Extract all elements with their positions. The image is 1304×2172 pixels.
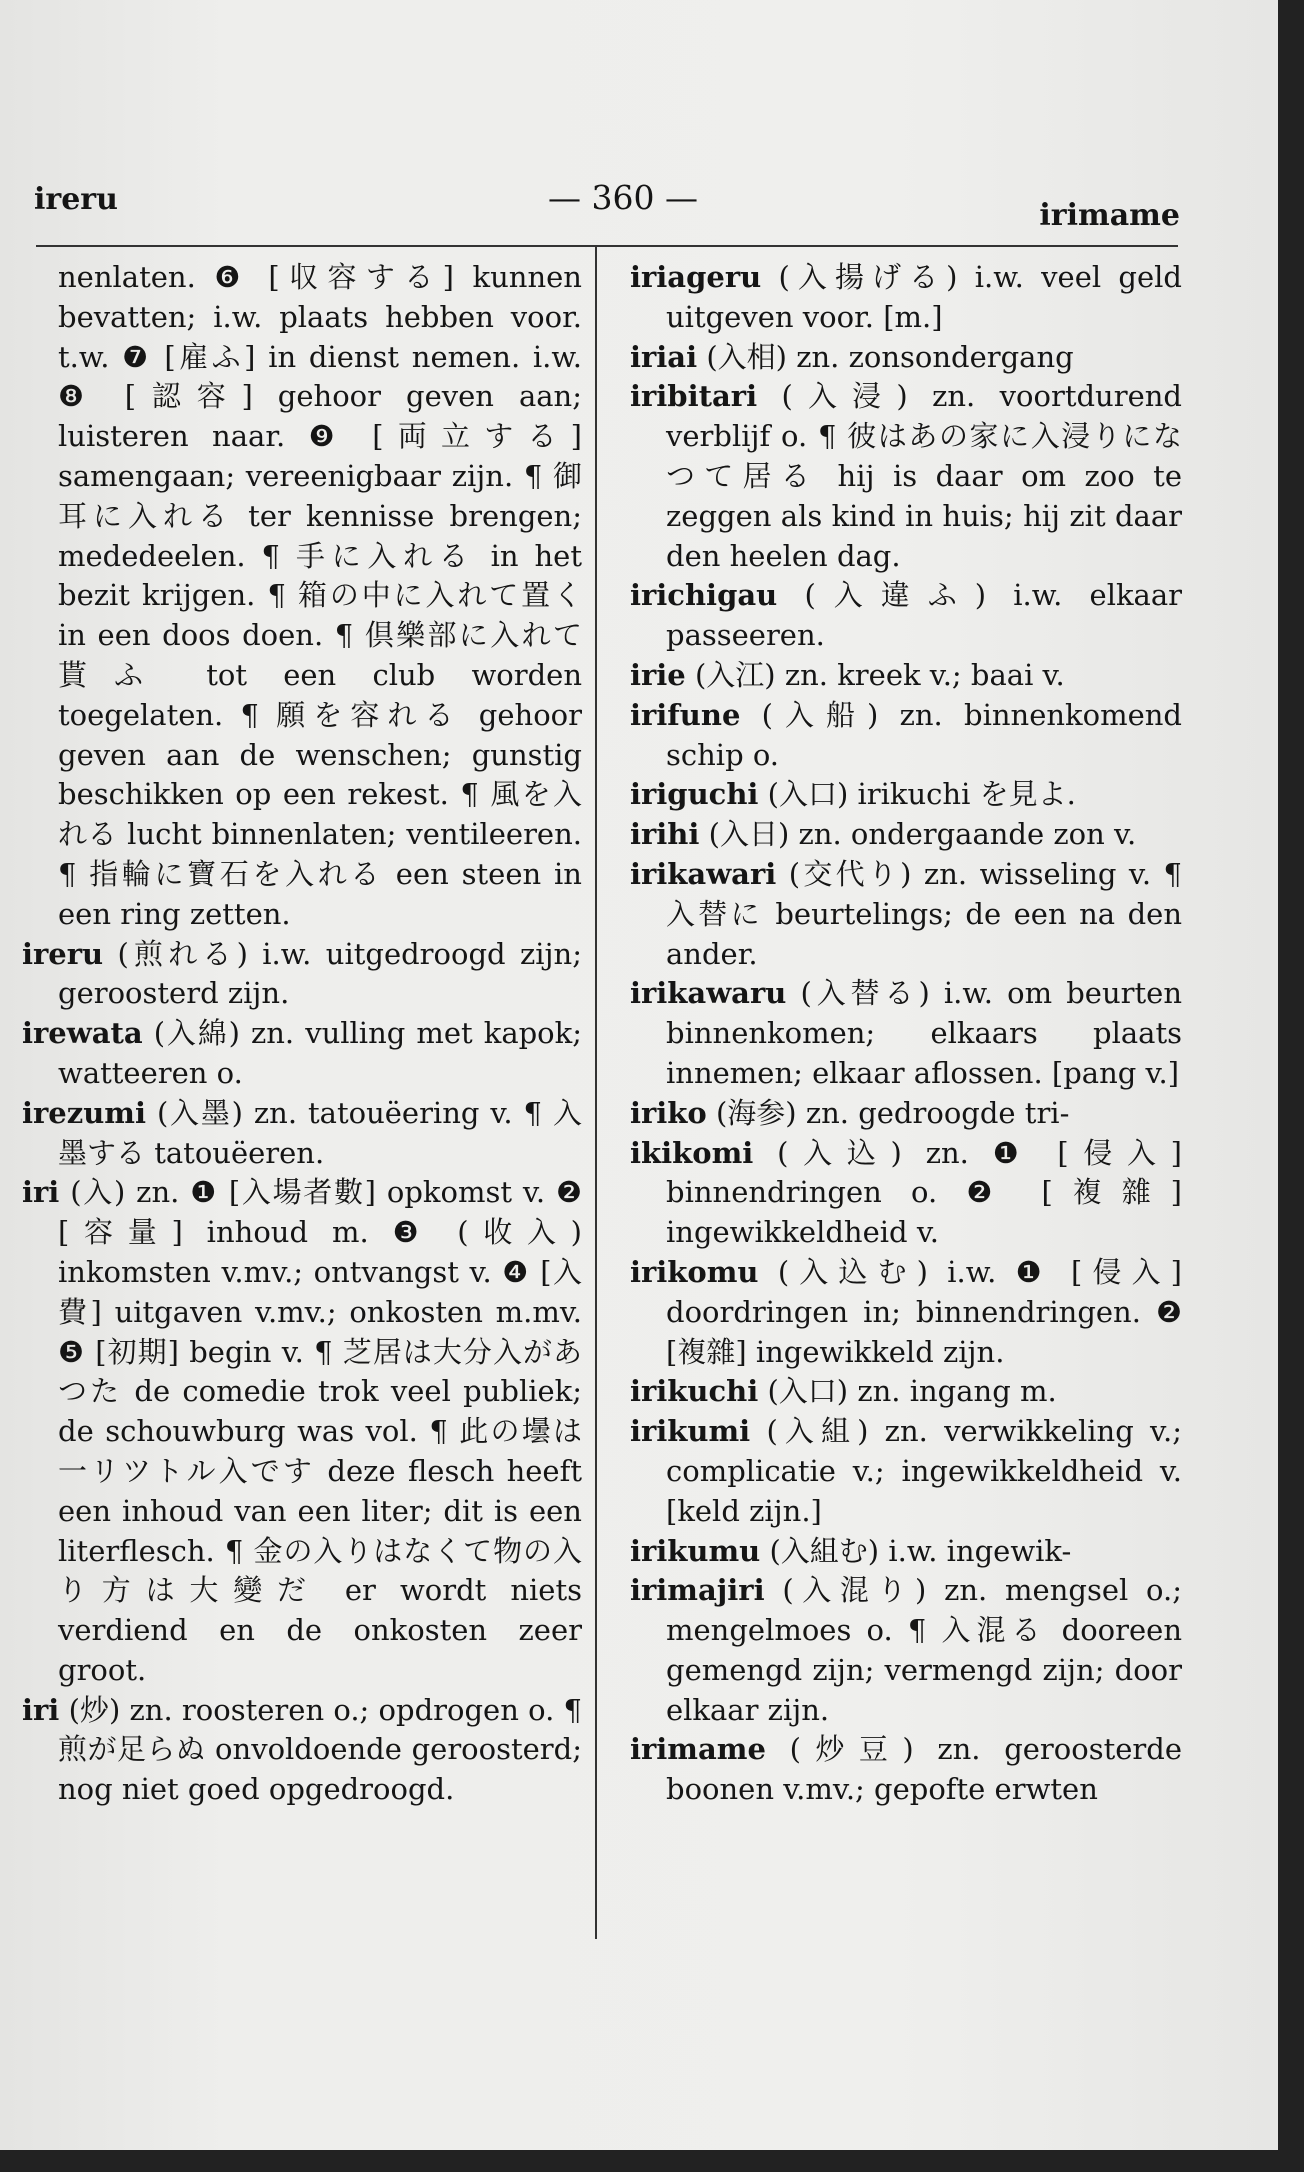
dictionary-entry (630, 1730, 1182, 1810)
entry-text: (入日) zn. ondergaande zon v. (699, 817, 1137, 852)
dictionary-entry (630, 1571, 1182, 1730)
entry-text: (入墨) zn. tatouëering v. ¶ 入墨する tatouëeren. (58, 1095, 582, 1170)
entry-text: (入口) irikuchi を見よ. (758, 777, 1076, 812)
dictionary-entry (630, 1253, 1182, 1372)
entry-text: (海参) zn. gedroogde tri- (706, 1095, 1070, 1130)
header-rule (36, 245, 1178, 247)
right-guide-word: irimame (1039, 198, 1180, 233)
entry-headword: irimame (630, 1732, 766, 1767)
entry-headword: irifune (630, 697, 741, 732)
entry-text: (入) zn. ❶ [入場者數] opkomst v. ❷ [容量] inhoud m. ❸ (收入) inkomsten v.mv.; ontvangst v. ❹ [入費] uitgaven v.mv.; onkosten m.mv. ❺ [初期] begin v. ¶ 芝居は大分入があつた de comedie trok veel publiek; de schouwburg was vol. ¶ 此の壜は一リツトル入です deze flesch heeft een inhoud van een liter; dit is een literflesch. ¶ 金の入りはなくて物の入り方は大變だ er wordt niets verdiend en de onkosten zeer groot. (58, 1175, 582, 1687)
entry-text: (入混り) zn. mengsel o.; mengelmoes o. ¶ 入混る dooreen gemengd zijn; vermengd zijn; door elkaar zijn. (666, 1573, 1182, 1727)
dictionary-entry (630, 576, 1182, 656)
entry-headword: iri (22, 1175, 60, 1210)
entry-text: (入違ふ) i.w. elkaar passeeren. (666, 578, 1182, 653)
entry-text: (入船) zn. binnenkomend schip o. (666, 697, 1182, 772)
dictionary-entry (630, 696, 1182, 776)
entry-text: (炒) zn. roosteren o.; opdrogen o. ¶ 煎が足らぬ onvoldoende geroosterd; nog niet goed opgedroogd. (58, 1692, 582, 1807)
entry-headword: irikuchi (630, 1374, 759, 1409)
entry-headword: iriai (630, 339, 698, 374)
entry-headword: irihi (630, 817, 700, 852)
entry-text: (入相) zn. zonsondergang (697, 339, 1074, 374)
dictionary-entry (630, 974, 1182, 1093)
entry-text: (入組む) i.w. ingewik- (760, 1533, 1072, 1568)
entry-headword: irezumi (22, 1095, 147, 1130)
entry-headword: iriguchi (630, 777, 759, 812)
entry-text: (炒豆) zn. geroosterde boonen v.mv.; gepofte erwten (666, 1732, 1182, 1807)
dictionary-entry (630, 656, 1182, 696)
dictionary-entry (630, 1412, 1182, 1531)
entry-headword: irewata (22, 1016, 143, 1051)
dictionary-entry (630, 377, 1182, 576)
dictionary-entry (22, 935, 582, 1015)
dictionary-entry (630, 258, 1182, 338)
entry-text: (煎れる) i.w. uitgedroogd zijn; geroosterd zijn. (58, 936, 582, 1011)
entry-text: (入替る) i.w. om beurten binnenkomen; elkaars plaats innemen; elkaar aflossen. [pang v.] (666, 976, 1182, 1090)
dictionary-entry (22, 258, 582, 935)
entry-headword: irikawari (630, 856, 777, 891)
entry-text: (入口) zn. ingang m. (758, 1374, 1057, 1409)
column-divider (595, 247, 597, 1939)
entry-headword: ikikomi (630, 1135, 754, 1170)
entry-headword: iriko (630, 1095, 707, 1130)
entry-headword: iri (22, 1692, 60, 1727)
dictionary-entry (22, 1014, 582, 1094)
entry-headword: irikumu (630, 1533, 761, 1568)
page-number: — 360 — (548, 178, 698, 217)
entry-text: (入込) zn. ❶ [侵入] binnendringen o. ❷ [複雜] ingewikkeldheid v. (666, 1135, 1182, 1250)
entry-text: (入綿) zn. vulling met kapok; watteeren o. (58, 1016, 582, 1090)
entry-text: (入組) zn. verwikkeling v.; complicatie v.; ingewikkeldheid v. [keld zijn.] (666, 1414, 1182, 1528)
entry-headword: irikomu (630, 1254, 759, 1289)
entry-text: (交代り) zn. wisseling v. ¶ 入替に beurtelings; de een na den ander. (666, 856, 1182, 971)
dictionary-entry (630, 775, 1182, 815)
dictionary-entry (630, 338, 1182, 378)
dictionary-entry (630, 815, 1182, 855)
entry-headword: iribitari (630, 379, 758, 414)
dictionary-entry (630, 1372, 1182, 1412)
entry-headword: irikumi (630, 1414, 751, 1449)
entry-headword: irimajiri (630, 1573, 765, 1608)
entry-headword: irikawaru (630, 976, 787, 1011)
left-column (22, 258, 582, 1810)
dictionary-entry (22, 1173, 582, 1690)
left-guide-word: ireru (34, 182, 118, 217)
entry-text: (入江) zn. kreek v.; baai v. (685, 657, 1065, 692)
entry-headword: irichigau (630, 578, 778, 613)
dictionary-entry (22, 1094, 582, 1174)
dictionary-entry (630, 855, 1182, 974)
entry-text: (入込む) i.w. ❶ [侵入] doordringen in; binnendringen. ❷ [複雜] ingewikkeld zijn. (666, 1254, 1182, 1369)
entry-headword: iriageru (630, 260, 762, 294)
entry-text: (入浸) zn. voortdurend verblijf o. ¶ 彼はあの家に入浸りになつて居る hij is daar om zoo te zeggen als kind in huis; hij zit daar den heelen dag. (666, 379, 1182, 573)
page-header (0, 178, 1278, 238)
entry-headword: irie (630, 657, 686, 692)
dictionary-entry (630, 1134, 1182, 1253)
entry-headword: ireru (22, 936, 104, 971)
entry-text: (入揚げる) i.w. veel geld uitgeven voor. [m.] (666, 260, 1182, 334)
dictionary-entry (630, 1532, 1182, 1572)
dictionary-entry (22, 1691, 582, 1810)
entry-text: nenlaten. ❻ [収容する] kunnen bevatten; i.w. plaats hebben voor. t.w. ❼ [雇ふ] in dienst nemen. i.w. ❽ [認容] gehoor geven aan; luisteren naar. ❾ [両立する] samengaan; vereenigbaar zijn. ¶ 御耳に入れる ter kennisse brengen; mededeelen. ¶ 手に入れる in het bezit krijgen. ¶ 箱の中に入れて置く in een doos doen. ¶ 倶樂部に入れて貰ふ tot een club worden toegelaten. ¶ 願を容れる gehoor geven aan de wenschen; gunstig beschikken op een rekest. ¶ 風を入れる lucht binnenlaten; ventileeren. ¶ 指輪に寶石を入れる een steen in een ring zetten. (58, 260, 582, 931)
right-column (630, 258, 1182, 1810)
dictionary-entry (630, 1094, 1182, 1134)
